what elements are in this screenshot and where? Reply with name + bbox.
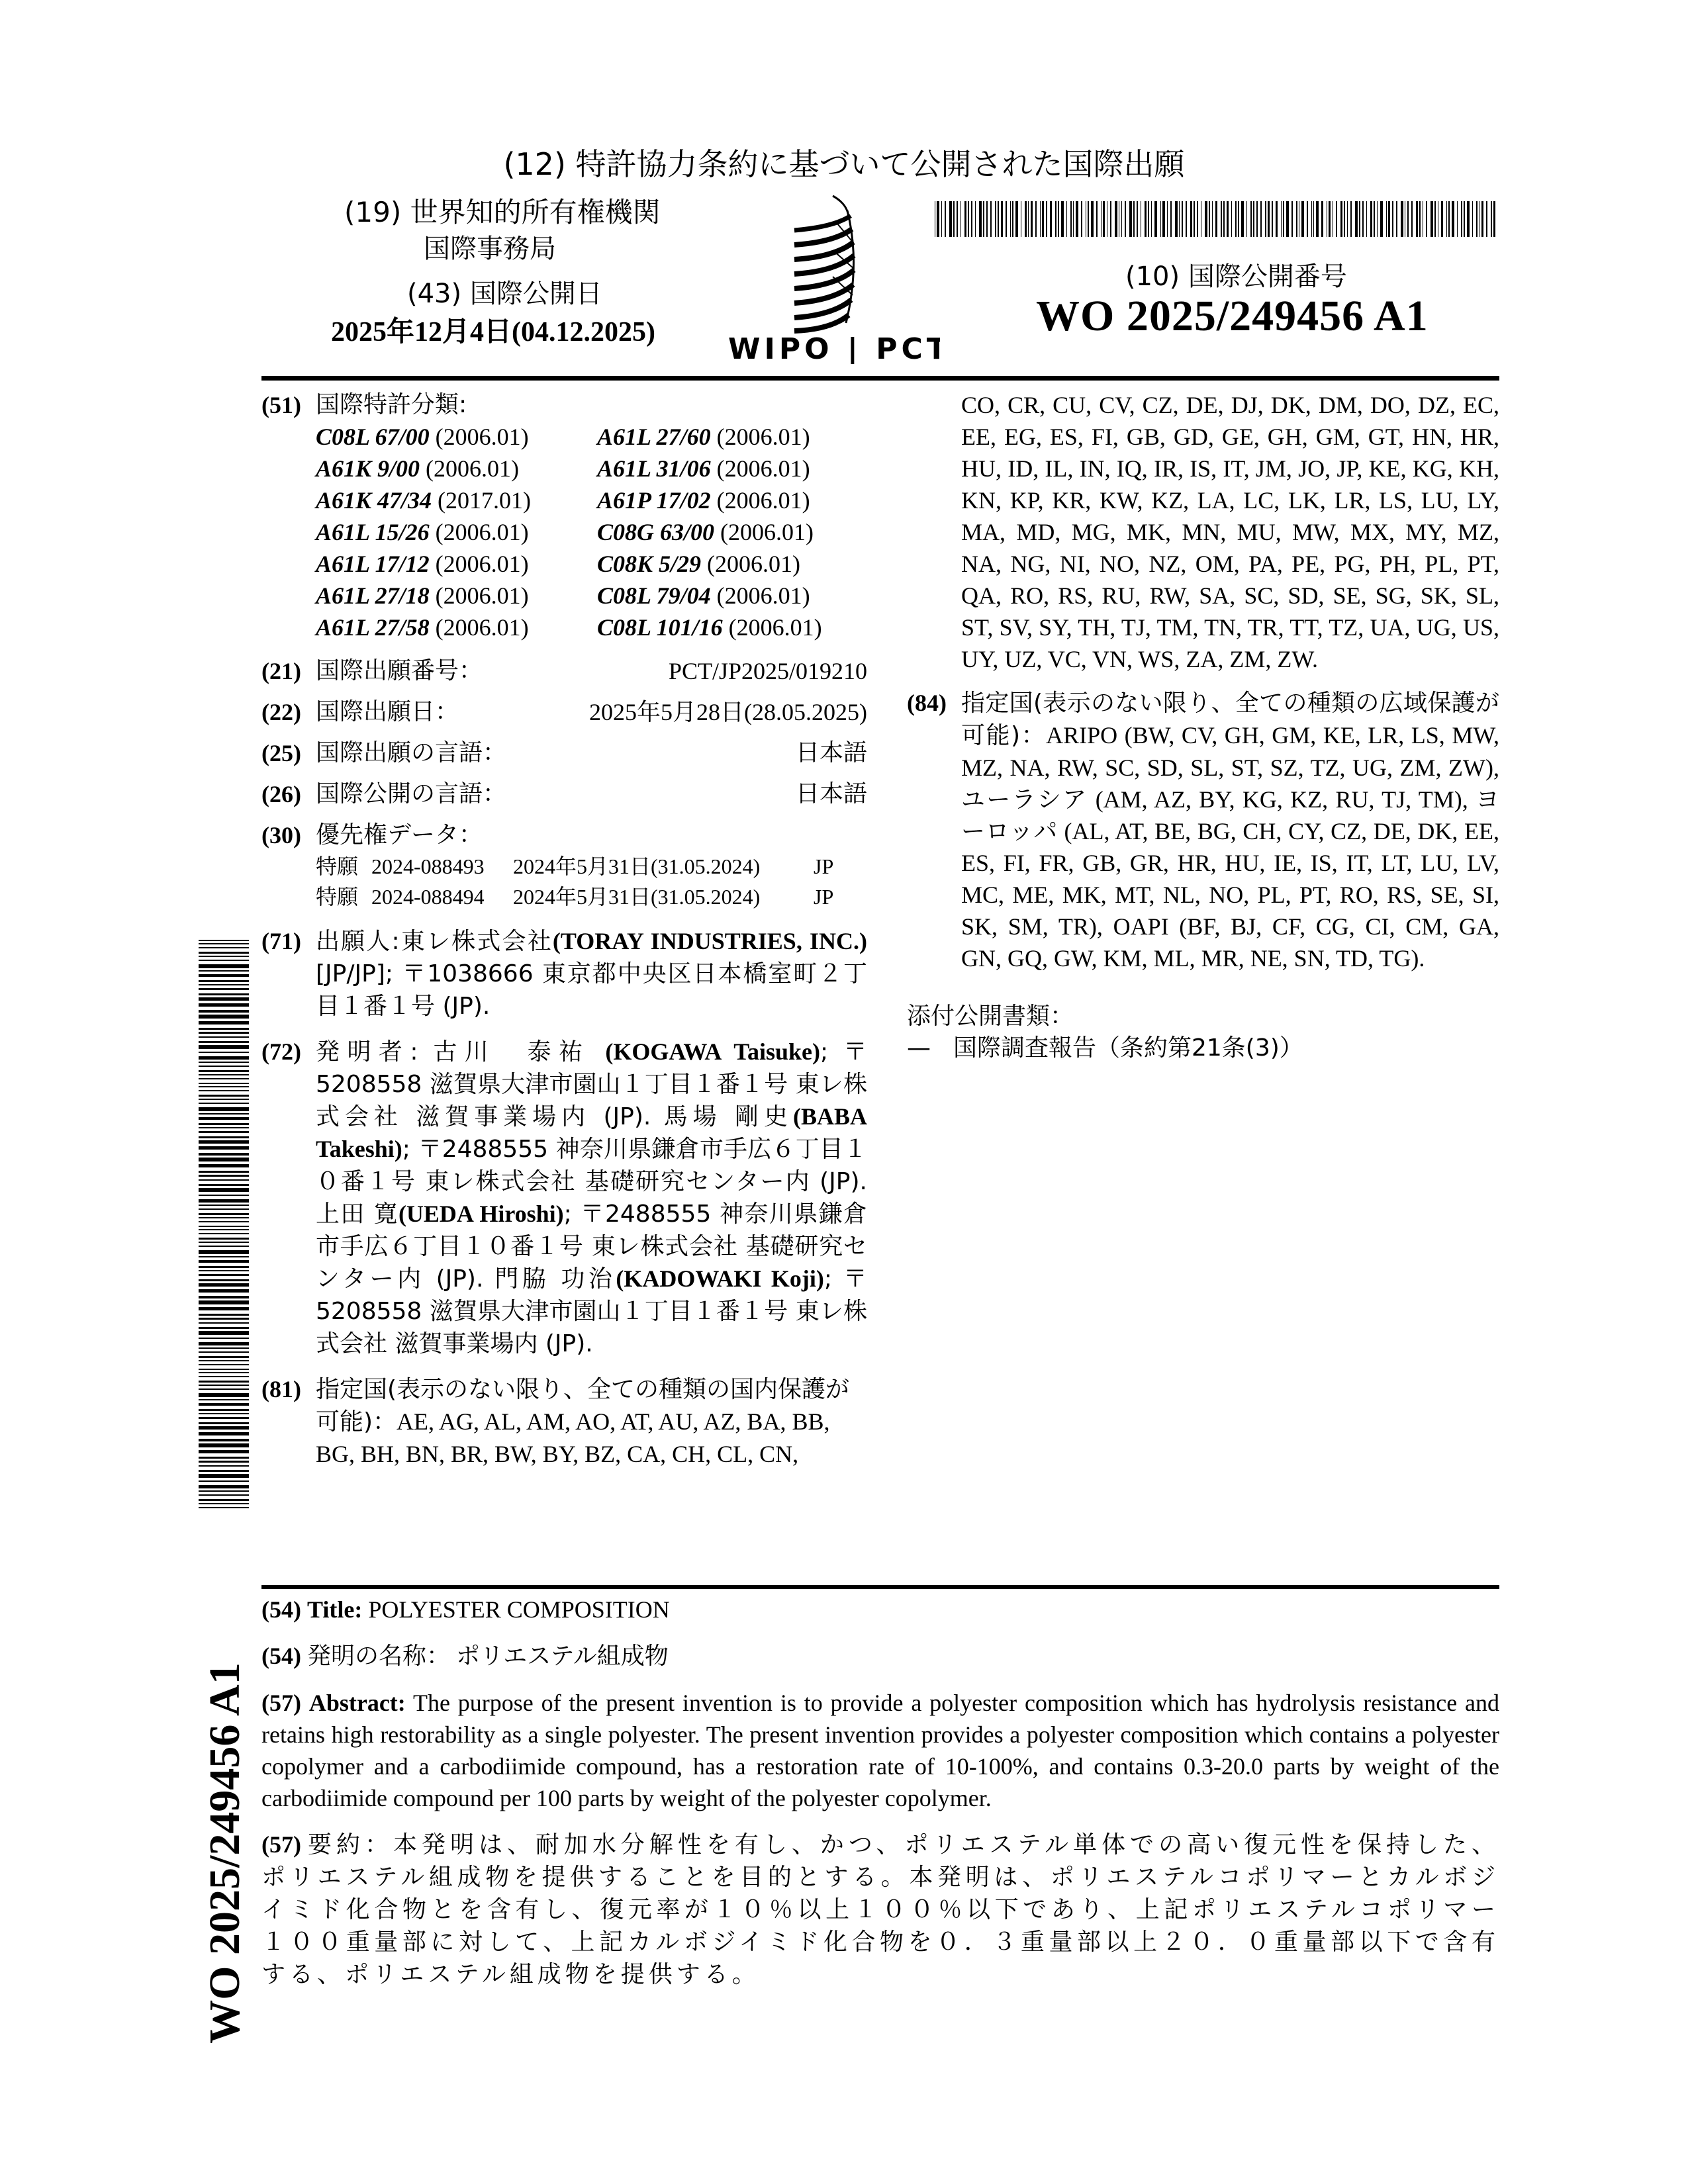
ipc-version: (2006.01) <box>716 455 810 482</box>
svg-text:WIPO | PCT: WIPO | PCT <box>728 332 940 364</box>
priority-data <box>261 819 867 912</box>
priority-date: 2024年5月31日(31.05.2024) <box>513 854 761 878</box>
ipc-code: C08K 5/29 <box>597 551 702 577</box>
publication-number-label: (10) 国際公開番号 <box>1125 261 1347 292</box>
ipc-code: C08L 101/16 <box>597 614 723 641</box>
abstract-divider <box>261 1585 1499 1589</box>
inventor-address: ; 〒5208558 滋賀県大津市園山１丁目１番１号 東レ株式会社 滋賀事業場内 (JP). <box>316 1038 867 1130</box>
ipc-code-item <box>597 484 875 516</box>
inventor-name-jp: 古川 泰祐 <box>418 1038 606 1066</box>
inventor-name-en: (UEDA Hiroshi) <box>398 1201 564 1227</box>
ipc-version: (2006.01) <box>435 582 529 609</box>
publication-barcode <box>935 201 1497 237</box>
ipc-label: 国際特許分類: <box>316 391 467 418</box>
ipc-code-item <box>597 516 875 548</box>
inid-code: (72) <box>261 1038 301 1065</box>
attachment-item-text: 国際調査報告（条約第21条(3)） <box>953 1034 1303 1062</box>
filing-date <box>261 696 867 728</box>
ipc-version: (2006.01) <box>435 519 529 545</box>
inventors-label: 発明者: <box>316 1038 418 1066</box>
ipc-version: (2017.01) <box>438 487 532 514</box>
ipc-code: A61L 31/06 <box>597 455 711 482</box>
inid-code: (54) <box>261 1643 301 1669</box>
filing-language-value: 日本語 <box>795 739 867 766</box>
ipc-code-item <box>316 612 597 643</box>
ipc-code-item <box>597 580 875 612</box>
filing-language <box>261 737 867 769</box>
ipc-code: C08L 79/04 <box>597 582 711 609</box>
ipc-code-item <box>597 548 875 580</box>
ipc-code-item <box>316 421 597 453</box>
attachments <box>907 1001 1499 1064</box>
ipc-version: (2006.01) <box>728 614 822 641</box>
abstract-jp-label: 要約： <box>307 1831 393 1858</box>
vertical-publication-number-text: WO 2025/249456 A1 <box>201 1662 249 2044</box>
ipc-version: (2006.01) <box>426 455 520 482</box>
abstract-jp-text: 本発明は、耐加水分解性を有し、かつ、ポリエステル単体での高い復元性を保持した、ポリエステル組成物を提供することを目的とする。本発明は、ポリエステルコポリマーとカルボジイミド化合物とを含有し、復元率が１０％以上１００％以下であり、上記ポリエステルコポリマー１００重量部に対して、上記カルボジイミド化合物を０．３重量部以上２０．０重量部以下で含有する、ポリエステル組成物を提供する。 <box>261 1831 1499 1988</box>
ipc-code: C08L 67/00 <box>316 424 430 450</box>
ipc-version: (2006.01) <box>435 551 529 577</box>
publication-language-value: 日本語 <box>795 780 867 807</box>
inventor-name-jp: 上田 寛 <box>316 1201 399 1228</box>
ipc-code-item <box>316 484 597 516</box>
designated-national-states <box>261 1373 867 1470</box>
priority-type: 特願 <box>316 884 359 909</box>
publication-date-label: (43) 国際公開日 <box>407 279 602 309</box>
ipc-classification <box>261 389 867 643</box>
inid-code: (57) <box>261 1690 301 1716</box>
applicant-address: [JP/JP]; 〒1038666 東京都中央区日本橋室町２丁目１番１号 (JP). <box>316 960 867 1020</box>
inventor-name-jp: 馬場 剛史 <box>663 1103 793 1130</box>
wipo-globe-icon <box>722 191 940 364</box>
ipc-code-item <box>316 548 597 580</box>
wipo-pct-logo <box>722 191 940 364</box>
title-english <box>261 1594 1499 1625</box>
inventor-name-en: (KADOWAKI Koji) <box>616 1265 824 1292</box>
inid-code: (81) <box>261 1376 301 1402</box>
dash-bullet-icon: — <box>907 1034 931 1062</box>
ipc-code-item <box>316 453 597 484</box>
filing-date-label: 国際出願日： <box>316 698 459 725</box>
priority-date: 2024年5月31日(31.05.2024) <box>513 885 761 909</box>
ipc-version: (2006.01) <box>716 487 810 514</box>
ipc-version: (2006.01) <box>720 519 814 545</box>
title-value: POLYESTER COMPOSITION <box>368 1596 670 1623</box>
abstract-text: The purpose of the present invention is to provide a polyester composition which has hydrolysis resistance and retains high restorability as a single polyester. The present invention provides a polyester composition which contains a polyester copolymer and a carbodiimide compound, has a restoration rate of 10-100%, and contains 0.3-20.0 parts by weight of the carbodiimide compound per 100 parts by weight of the polyester copolymer. <box>261 1690 1499 1811</box>
vertical-publication-number <box>185 1662 265 2044</box>
ipc-code: A61L 27/18 <box>316 582 430 609</box>
inventor-name-jp: 門脇 功治 <box>494 1265 616 1293</box>
priority-number: 2024-088493 <box>371 854 485 878</box>
priority-country: JP <box>814 885 834 909</box>
organization-name: (19) 世界知的所有権機関 <box>344 196 661 228</box>
document-type-heading: (12) 特許協力条約に基づいて公開された国際出願 <box>503 146 1185 182</box>
ipc-code: A61K 9/00 <box>316 455 420 482</box>
title-and-abstract <box>261 1594 1499 2005</box>
abstract-english <box>261 1687 1499 1814</box>
application-number <box>261 655 867 687</box>
applicant-label: 出願人: <box>316 928 400 955</box>
priority-row <box>316 882 867 912</box>
inventor-address: ; 〒2488555 神奈川県鎌倉市手広６丁目１０番１号 東レ株式会社 基礎研究センター内 (JP). <box>316 1201 867 1293</box>
header-divider <box>261 376 1499 381</box>
organization-bureau: 国際事務局 <box>424 234 556 264</box>
inid-code: (30) <box>261 822 301 848</box>
ipc-code: A61K 47/34 <box>316 487 432 514</box>
publication-number: WO 2025/249456 A1 <box>1036 292 1429 340</box>
priority-country: JP <box>814 854 834 878</box>
priority-label: 優先権データ： <box>316 821 483 848</box>
ipc-code-item <box>316 516 597 548</box>
abstract-japanese <box>261 1829 1499 1991</box>
applicant-name-jp: 東レ株式会社 <box>399 928 553 955</box>
inid-code: (84) <box>907 690 947 716</box>
designated-national-label: 指定国(表示のない限り、全ての種類の国内保護が可能)： <box>316 1376 850 1435</box>
ipc-version: (2006.01) <box>716 582 810 609</box>
inid-code: (54) <box>261 1596 301 1623</box>
inventor-list <box>316 1038 867 1357</box>
inventors <box>261 1036 867 1360</box>
inventor-address: ; 〒2488555 神奈川県鎌倉市手広６丁目１０番１号 東レ株式会社 基礎研究センター内 (JP). <box>316 1136 867 1195</box>
publication-language-label: 国際公開の言語： <box>316 780 507 807</box>
designated-national-countries: AE, AG, AL, AM, AO, AT, AU, AZ, BA, BB, BG, BH, BN, BR, BW, BY, BZ, CA, CH, CL, CN, <box>316 1408 830 1467</box>
application-number-label: 国際出願番号： <box>316 657 483 684</box>
priority-type: 特願 <box>316 854 359 879</box>
designated-regional-states <box>907 687 1499 974</box>
ipc-code-item <box>597 421 875 453</box>
filing-date-value: 2025年5月28日(28.05.2025) <box>589 699 867 725</box>
priority-number: 2024-088494 <box>371 885 485 909</box>
inid-code: (22) <box>261 699 301 725</box>
inventor-name-en: (KOGAWA Taisuke) <box>605 1038 820 1065</box>
ipc-code: C08G 63/00 <box>597 519 715 545</box>
attachment-item <box>907 1032 1499 1064</box>
filing-language-label: 国際出願の言語： <box>316 739 507 766</box>
designated-regional-text: ARIPO (BW, CV, GH, GM, KE, LR, LS, MW, MZ, NA, RW, SC, SD, SL, ST, SZ, TZ, UG, ZM, ZW), ユーラシア (AM, AZ, BY, KG, KZ, RU, TJ, TM), ヨーロッパ (AL, AT, BE, BG, CH, CY, CZ, DE, DK, EE, ES, FI, FR, GB, GR, HR, HU, IE, IS, IT, LT, LU, LV, MC, ME, MK, MT, NL, NO, PL, PT, RO, RS, SE, SI, SK, SM, TR), OAPI (BF, BJ, CF, CG, CI, CM, GA, GN, GQ, GW, KM, ML, MR, NE, SN, TD, TG). <box>961 722 1500 972</box>
title-jp-label: 発明の名称： <box>306 1643 450 1670</box>
ipc-code: A61L 27/60 <box>597 424 711 450</box>
vertical-barcode <box>199 940 249 1655</box>
ipc-code: A61L 17/12 <box>316 551 430 577</box>
ipc-code-item <box>597 612 875 643</box>
ipc-code-item <box>316 580 597 612</box>
title-jp-value: ポリエステル組成物 <box>456 1643 669 1670</box>
applicant <box>261 925 867 1023</box>
priority-list <box>316 851 867 912</box>
publication-language <box>261 778 867 810</box>
ipc-code: A61L 15/26 <box>316 519 430 545</box>
attachments-label: 添付公開書類： <box>907 1003 1074 1030</box>
title-japanese <box>261 1640 1499 1672</box>
inid-code: (51) <box>261 392 301 418</box>
ipc-version: (2006.01) <box>716 424 810 450</box>
ipc-code-list <box>316 421 867 643</box>
ipc-version: (2006.01) <box>435 614 529 641</box>
abstract-label: Abstract: <box>308 1690 406 1716</box>
applicant-name-en: (TORAY INDUSTRIES, INC.) <box>552 928 867 954</box>
priority-row <box>316 851 867 882</box>
designated-national-countries-continued: CO, CR, CU, CV, CZ, DE, DJ, DK, DM, DO, DZ, EC, EE, EG, ES, FI, GB, GD, GE, GH, GM, GT, HN, HR, HU, ID, IL, IN, IQ, IR, IS, IT, JM, JO, JP, KE, KG, KH, KN, KP, KR, KW, KZ, LA, LC, LK, LR, LS, LU, LY, MA, MD, MG, MK, MN, MU, MW, MX, MY, MZ, NA, NG, NI, NO, NZ, OM, PA, PE, PG, PH, PL, PT, QA, RO, RS, RU, RW, SA, SC, SD, SE, SG, SK, SL, ST, SV, SY, TH, TJ, TM, TN, TR, TT, TZ, UA, UG, US, UY, UZ, VC, VN, WS, ZA, ZM, ZW. <box>961 392 1499 672</box>
bibliographic-right-column <box>907 389 1499 1064</box>
ipc-version: (2006.01) <box>707 551 801 577</box>
publication-date: 2025年12月4日(04.12.2025) <box>331 317 655 347</box>
inventor-name-en: (BABA Takeshi) <box>316 1103 867 1162</box>
title-label: Title: <box>306 1596 363 1623</box>
inventor-address: ; 〒5208558 滋賀県大津市園山１丁目１番１号 東レ株式会社 滋賀事業場内 (JP). <box>316 1265 868 1357</box>
bibliographic-left-column <box>261 389 867 1479</box>
designated-regional-label: 指定国(表示のない限り、全ての種類の広域保護が可能)： <box>961 690 1499 749</box>
ipc-code-item <box>597 453 875 484</box>
inid-code: (71) <box>261 928 301 954</box>
application-number-value: PCT/JP2025/019210 <box>668 658 867 684</box>
inid-code: (21) <box>261 658 301 684</box>
ipc-code: A61P 17/02 <box>597 487 711 514</box>
inid-code: (25) <box>261 740 301 766</box>
inid-code: (57) <box>261 1831 301 1858</box>
ipc-code: A61L 27/58 <box>316 614 430 641</box>
inid-code: (26) <box>261 781 301 807</box>
ipc-version: (2006.01) <box>435 424 529 450</box>
